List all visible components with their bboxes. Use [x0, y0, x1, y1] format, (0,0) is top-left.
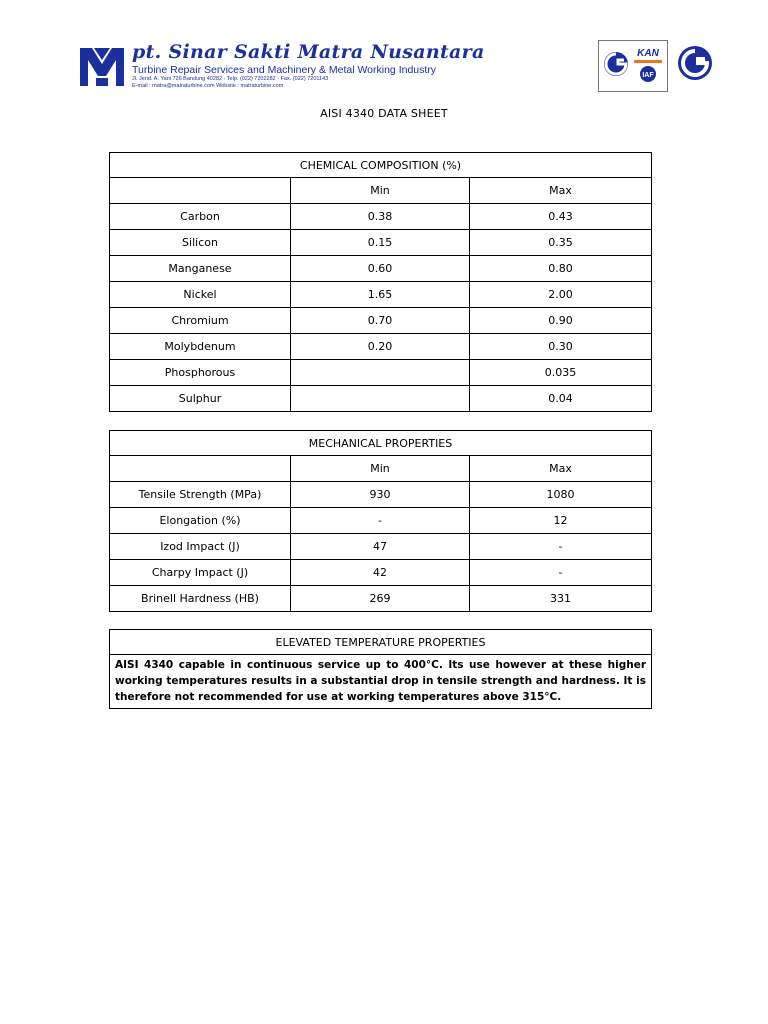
iaf-label: IAF [642, 72, 654, 79]
table-row [110, 534, 652, 560]
min-value: 0.20 [291, 334, 470, 360]
min-value: 0.38 [291, 204, 470, 230]
company-tagline: Turbine Repair Services and Machinery & Metal Working Industry [132, 64, 437, 76]
letterhead [78, 40, 698, 96]
chemical-table-title: CHEMICAL COMPOSITION (%) [110, 153, 652, 178]
max-value: 2.00 [470, 282, 652, 308]
table-row [110, 334, 652, 360]
table-row [110, 586, 652, 612]
property-name: Izod Impact (J) [110, 534, 291, 560]
max-value: 0.30 [470, 334, 652, 360]
kan-label: KAN [637, 48, 659, 59]
max-value: 0.35 [470, 230, 652, 256]
min-value: 0.70 [291, 308, 470, 334]
min-value: - [291, 508, 470, 534]
mechanical-properties-table [109, 430, 652, 612]
table-title-row [110, 153, 652, 178]
min-value: 0.60 [291, 256, 470, 282]
property-name: Tensile Strength (MPa) [110, 482, 291, 508]
element-name: Chromium [110, 308, 291, 334]
property-name: Charpy Impact (J) [110, 560, 291, 586]
table-row [110, 386, 652, 412]
max-value: 331 [470, 586, 652, 612]
header-blank [110, 456, 291, 482]
table-header-row [110, 178, 652, 204]
min-value [291, 360, 470, 386]
table-row [110, 482, 652, 508]
table-row [110, 204, 652, 230]
elevated-table-title: ELEVATED TEMPERATURE PROPERTIES [110, 630, 652, 655]
header-max: Max [470, 178, 652, 204]
table-row [110, 508, 652, 534]
quality-seal-icon [676, 44, 714, 82]
min-value: 47 [291, 534, 470, 560]
element-name: Silicon [110, 230, 291, 256]
max-value: - [470, 560, 652, 586]
element-name: Sulphur [110, 386, 291, 412]
element-name: Molybdenum [110, 334, 291, 360]
max-value: 0.04 [470, 386, 652, 412]
table-row [110, 256, 652, 282]
element-name: Manganese [110, 256, 291, 282]
company-name: pt. Sinar Sakti Matra Nusantara [132, 41, 485, 63]
company-contact: E-mail : matra@matraturbine.com Website : matraturbine.com [132, 83, 284, 89]
mechanical-table-title: MECHANICAL PROPERTIES [110, 431, 652, 456]
document-title: AISI 4340 DATA SHEET [320, 107, 448, 120]
min-value [291, 386, 470, 412]
header-min: Min [291, 456, 470, 482]
company-address: Jl. Jend. A. Yani 726 Bandung 40282 - Telp. (022) 7202282 - Fax. (022) 7201143 [132, 76, 329, 82]
table-row [110, 230, 652, 256]
element-name: Nickel [110, 282, 291, 308]
max-value: 1080 [470, 482, 652, 508]
company-info [132, 42, 485, 90]
table-header-row [110, 456, 652, 482]
min-value: 269 [291, 586, 470, 612]
min-value: 1.65 [291, 282, 470, 308]
max-value: 0.90 [470, 308, 652, 334]
elevated-description: AISI 4340 capable in continuous service up to 400°C. Its use however at these higher working temperatures results in a substantial drop in tensile strength and hardness. It is therefore not recommended for use at working temperatures above 315°C. [110, 655, 652, 709]
elevated-temperature-table [109, 629, 652, 709]
header-min: Min [291, 178, 470, 204]
max-value: 0.035 [470, 360, 652, 386]
max-value: 12 [470, 508, 652, 534]
table-row [110, 308, 652, 334]
table-row [110, 360, 652, 386]
max-value: 0.80 [470, 256, 652, 282]
certification-badge-icon [598, 40, 668, 92]
min-value: 930 [291, 482, 470, 508]
min-value: 42 [291, 560, 470, 586]
element-name: Carbon [110, 204, 291, 230]
table-row [110, 560, 652, 586]
header-blank [110, 178, 291, 204]
element-name: Phosphorous [110, 360, 291, 386]
min-value: 0.15 [291, 230, 470, 256]
max-value: - [470, 534, 652, 560]
property-name: Elongation (%) [110, 508, 291, 534]
chemical-composition-table [109, 152, 652, 412]
table-row [110, 282, 652, 308]
table-title-row [110, 431, 652, 456]
property-name: Brinell Hardness (HB) [110, 586, 291, 612]
company-logo-icon [78, 44, 126, 90]
header-max: Max [470, 456, 652, 482]
table-row [110, 655, 652, 709]
table-title-row [110, 630, 652, 655]
max-value: 0.43 [470, 204, 652, 230]
